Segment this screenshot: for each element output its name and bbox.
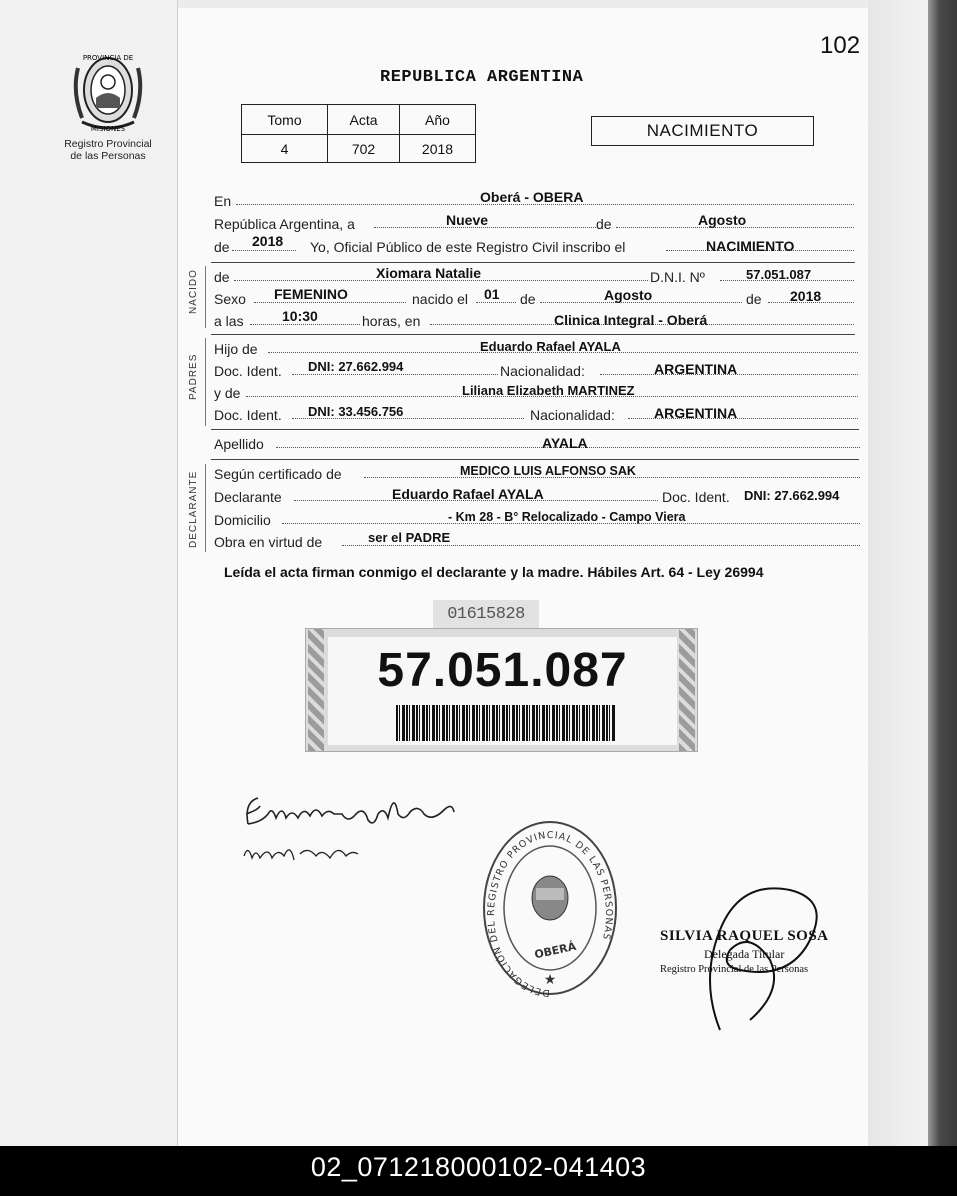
row-madre-doc	[214, 406, 858, 424]
row-nombre	[214, 265, 854, 286]
row-obra	[214, 530, 860, 551]
sticker-stripe	[679, 629, 695, 751]
official-signature-block	[660, 928, 860, 975]
sticker-label-area	[328, 637, 677, 745]
side-label-declarante: DECLARANTE	[188, 470, 199, 548]
emblem-text-bottom: MISIONES	[90, 125, 126, 133]
obra-value: ser el PADRE	[368, 530, 451, 545]
acta-header: Acta	[328, 105, 400, 135]
row-sexo	[214, 286, 854, 308]
emblem-caption	[52, 138, 164, 162]
page-number: 102	[820, 32, 861, 59]
lugar-value: Clinica Integral - Oberá	[554, 312, 708, 328]
section-divider	[211, 262, 855, 263]
apellido-label: Apellido	[214, 436, 264, 452]
declarante-doc: DNI: 27.662.994	[744, 488, 840, 503]
serial-number: 01615828	[433, 600, 539, 630]
sticker-dni-number: 57.051.087	[377, 644, 628, 697]
registry-stamp-icon	[480, 818, 620, 998]
nacionalidad-label: Nacionalidad:	[530, 407, 615, 423]
madre-nacionalidad: ARGENTINA	[654, 405, 738, 421]
stamp-city: OBERÁ	[533, 939, 578, 962]
y-de-label: y de	[214, 385, 241, 401]
mes-value: Agosto	[698, 212, 747, 228]
madre-doc: DNI: 33.456.756	[308, 404, 404, 419]
de-nombre-label: de	[214, 269, 230, 285]
row-certificado	[214, 465, 860, 483]
declarante-rule	[205, 464, 206, 552]
emblem-text-top: PROVINCIA DE	[82, 54, 134, 62]
nacido-dia: 01	[484, 286, 500, 302]
hora-value: 10:30	[282, 308, 318, 324]
en-value: Oberá - OBERA	[480, 189, 584, 205]
inscribo-label: Yo, Oficial Público de este Registro Civil inscribo el	[310, 239, 626, 255]
apellido-value: AYALA	[542, 435, 588, 451]
row-apellido	[214, 435, 860, 453]
page-edge	[868, 0, 928, 1146]
row-hijo-de	[214, 340, 858, 358]
padre-nacionalidad: ARGENTINA	[654, 361, 738, 377]
anio-prefix: de	[214, 239, 230, 255]
row-en	[214, 189, 854, 210]
official-org: Registro Provincial de las Personas	[660, 964, 809, 975]
sticker-stripe	[308, 629, 324, 751]
dni-sticker	[305, 628, 698, 752]
left-margin	[0, 0, 178, 1146]
domicilio-value: - Km 28 - B° Relocalizado - Campo Viera	[448, 510, 686, 524]
certificado-value: MEDICO LUIS ALFONSO SAK	[460, 464, 636, 478]
caption-line-1: Registro Provincial	[64, 138, 152, 150]
padres-rule	[205, 338, 206, 426]
official-name: SILVIA RAQUEL SOSA	[660, 928, 829, 944]
footer-code: 02_071218000102-041403	[0, 1146, 957, 1196]
doc-ident-label: Doc. Ident.	[214, 407, 282, 423]
a-las-label: a las	[214, 313, 244, 329]
section-divider	[211, 429, 859, 430]
row-domicilio	[214, 511, 860, 529]
tomo-header: Tomo	[242, 105, 328, 135]
acta-value: 702	[328, 135, 400, 163]
padre-doc: DNI: 27.662.994	[308, 359, 404, 374]
dni-value: 57.051.087	[746, 267, 812, 282]
sexo-value: FEMENINO	[274, 286, 348, 302]
nombre-value: Xiomara Natalie	[376, 265, 482, 281]
stamp-ring-text: DELEGACIÓN DEL REGISTRO PROVINCIAL DE LAS PERSONAS	[486, 829, 615, 998]
nacido-mes: Agosto	[604, 287, 653, 303]
hijo-de-label: Hijo de	[214, 341, 258, 357]
caption-line-2: de las Personas	[70, 150, 146, 162]
tomo-value: 4	[242, 135, 328, 163]
record-type-box: NACIMIENTO	[591, 116, 814, 146]
barcode-icon	[396, 705, 616, 741]
declarante-doc-label: Doc. Ident.	[662, 489, 730, 505]
book-binding	[928, 0, 957, 1146]
nacionalidad-label: Nacionalidad:	[500, 363, 585, 379]
provincial-emblem-icon	[68, 48, 148, 134]
side-label-nacido: NACIDO	[188, 269, 199, 314]
declarante-label: Declarante	[214, 489, 282, 505]
row-declarante	[214, 488, 860, 506]
row-inscribo	[214, 233, 854, 256]
row-padre-doc	[214, 359, 858, 380]
domicilio-label: Domicilio	[214, 512, 271, 528]
sexo-label: Sexo	[214, 291, 246, 307]
certificado-label: Según certificado de	[214, 466, 342, 482]
nacido-label: nacido el	[412, 291, 469, 307]
anio-header: Año	[400, 105, 476, 135]
section-divider	[211, 459, 859, 460]
tomo-acta-table	[241, 104, 476, 163]
nacido-rule	[205, 266, 206, 328]
obra-label: Obra en virtud de	[214, 534, 323, 550]
closing-text: Leída el acta firman conmigo el declarante y la madre. Hábiles Art. 64 - Ley 26994	[224, 564, 764, 580]
horas-en-label: horas, en	[362, 313, 421, 329]
row-hora	[214, 308, 854, 330]
dni-label: D.N.I. Nº	[650, 269, 705, 285]
section-divider	[211, 334, 855, 335]
de-label: de	[596, 216, 612, 232]
anio-inscripcion: 2018	[252, 233, 284, 249]
svg-text:★: ★	[543, 971, 557, 987]
doc-ident-label: Doc. Ident.	[214, 363, 282, 379]
nacido-anio: 2018	[790, 288, 822, 304]
declarante-value: Eduardo Rafael AYALA	[392, 486, 544, 502]
en-label: En	[214, 193, 232, 209]
inscribo-value: NACIMIENTO	[706, 238, 795, 254]
official-role: Delegada Titular	[704, 947, 785, 961]
nacido-de2-label: de	[746, 291, 762, 307]
declarante-signature	[238, 784, 468, 874]
side-label-padres: PADRES	[188, 353, 199, 400]
nacido-de-label: de	[520, 291, 536, 307]
document-title: REPUBLICA ARGENTINA	[380, 68, 584, 87]
dia-value: Nueve	[446, 212, 489, 228]
madre-value: Liliana Elizabeth MARTINEZ	[462, 383, 635, 398]
padre-value: Eduardo Rafael AYALA	[480, 339, 621, 354]
republica-label: República Argentina, a	[214, 216, 355, 232]
row-fecha	[214, 212, 854, 233]
row-y-de	[214, 384, 858, 402]
anio-value: 2018	[400, 135, 476, 163]
